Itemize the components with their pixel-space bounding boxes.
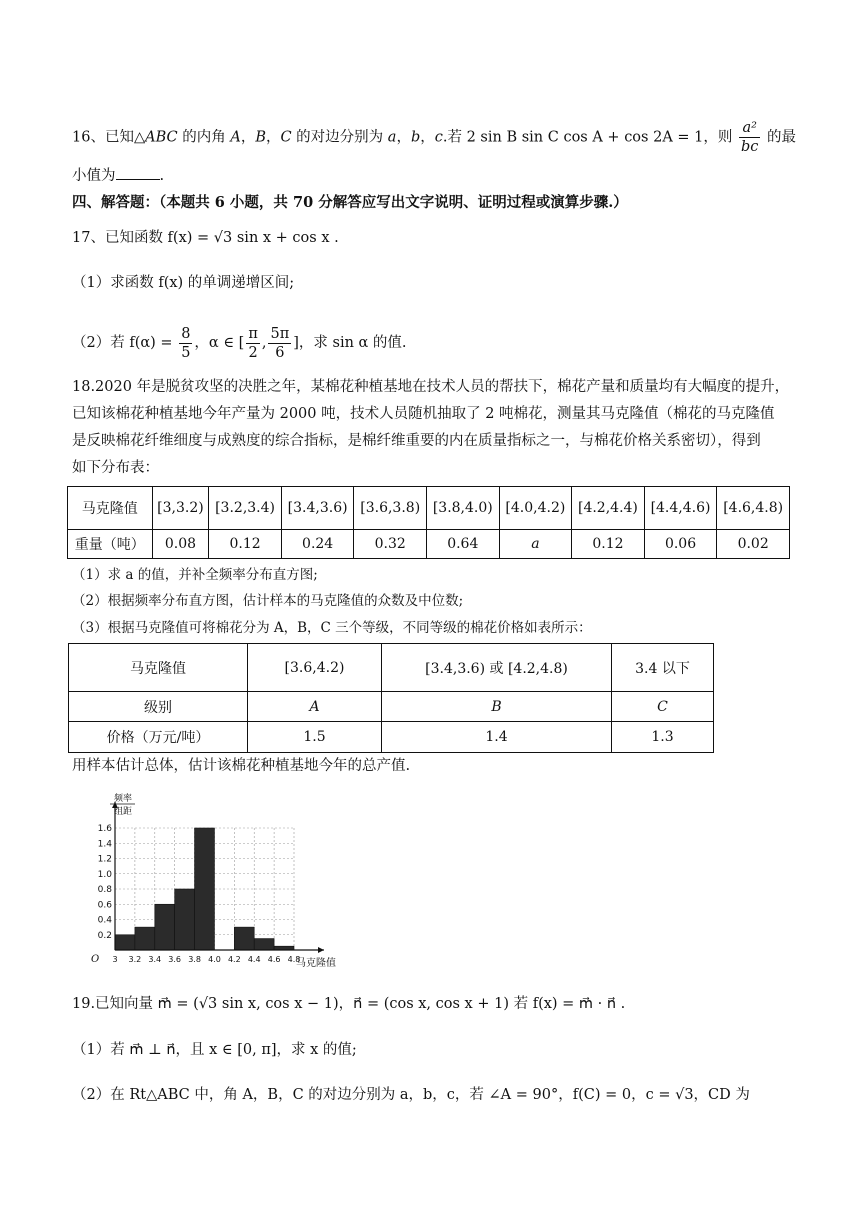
x-tick-label: 4.4 [247, 955, 261, 964]
table-cell: [3.6,3.8) [354, 487, 427, 530]
y-tick-label: 0.8 [97, 885, 112, 895]
q18-line3: 是反映棉花纤维细度与成熟度的综合指标，是棉纤维重要的内在质量指标之一，与棉花价格关系密切），得到 [72, 433, 761, 449]
table-cell: [3.6,4.2) [248, 644, 382, 692]
x-tick-label: 3 [112, 955, 118, 964]
table-cell: 0.64 [427, 530, 500, 559]
q16-text-a: 16、已知△ [72, 129, 146, 146]
q17-part1: （1）求函数 f(x) 的单调递增区间; [72, 275, 295, 291]
table-cell: 1.4 [382, 722, 612, 753]
q17-frac-5pi-6 [268, 325, 291, 362]
q17-p2-b: ，α ∈ [ [194, 335, 245, 351]
q17-p2-c: ]，求 sin α 的值. [293, 335, 407, 351]
table-cell: 0.12 [572, 530, 645, 559]
histogram-bar [155, 904, 175, 950]
q19-part2: （2）在 Rt△ABC 中，角 A，B，C 的对边分别为 a，b，c，若 ∠A = 90°，f(C) = 0，c = √3，CD 为 [72, 1087, 750, 1103]
y-tick-label: 0.4 [97, 915, 112, 926]
histogram-bar [254, 939, 274, 950]
histogram-bar [195, 828, 215, 950]
q16-text-min: 小值为 [72, 168, 116, 184]
q17-stem: 17、已知函数 f(x) = √3 sin x + cos x . [72, 230, 339, 246]
q16-sep-3: ， [396, 129, 411, 146]
table-cell: 0.02 [717, 530, 790, 559]
q18-after-table: 用样本估计总体，估计该棉花种植基地今年的总产值. [72, 758, 411, 774]
table-row [69, 722, 714, 753]
y-tick-label: 0.6 [97, 900, 112, 911]
x-tick-label: 4.8 [287, 955, 301, 964]
table-row [69, 644, 714, 692]
histogram-bar [234, 927, 254, 950]
q18-sub3: （3）根据马克隆值可将棉花分为 A，B，C 三个等级，不同等级的棉花价格如表所示： [72, 620, 592, 636]
table-cell: [3.4,3.6) [281, 487, 354, 530]
q17-frac-2: 2 [248, 344, 258, 361]
q16-sep-1: ， [240, 129, 256, 146]
table-cell: [4.4,4.6) [644, 487, 717, 530]
table-cell: [3.2,3.4) [209, 487, 282, 530]
table-cell: A [248, 692, 382, 722]
q16-period: . [159, 168, 165, 184]
table-row [69, 692, 714, 722]
x-tick-label: 3.8 [188, 955, 201, 964]
q16-angle-b: B [255, 129, 266, 146]
q16-text-b: 的内角 [177, 129, 231, 146]
q16-text-e: 的最 [762, 129, 797, 146]
q16-fraction [739, 119, 760, 156]
q18-sub1: （1）求 a 的值，并补全频率分布直方图; [72, 567, 318, 583]
table-cell: [4.2,4.4) [572, 487, 645, 530]
table-cell: 0.32 [354, 530, 427, 559]
x-axis-arrow [318, 947, 324, 953]
table-cell-label: 价格（万元/吨） [69, 722, 248, 753]
distribution-table [67, 486, 790, 559]
table-cell: C [612, 692, 714, 722]
x-tick-label: 3.4 [148, 955, 162, 964]
table-cell: 0.12 [209, 530, 282, 559]
q17-frac-6: 6 [275, 344, 285, 361]
q17-frac-num: 8 [181, 325, 191, 342]
table-row [68, 530, 790, 559]
y-tick-label: 1.6 [97, 824, 112, 834]
q16-angle-c: C [280, 129, 292, 146]
x-tick-label: 4.2 [227, 955, 241, 964]
q19-stem: 19.已知向量 m⃗ = (√3 sin x, cos x − 1)，n⃗ = (cos x, cos x + 1) 若 f(x) = m⃗ · n⃗ . [72, 996, 626, 1012]
table-cell: [4.6,4.8) [717, 487, 790, 530]
q17-frac-8-5 [179, 325, 192, 362]
table-cell: 0.08 [152, 530, 209, 559]
table-cell: a [499, 530, 572, 559]
y-tick-label: 0.2 [97, 930, 112, 941]
x-tick-label: 3.6 [168, 955, 182, 964]
table-cell: 1.5 [248, 722, 382, 753]
q16-answer-blank [116, 165, 160, 180]
y-axis-label: 频率 [113, 794, 133, 804]
q17-part2 [72, 324, 407, 362]
table-cell-label: 马克隆值 [68, 487, 153, 530]
q17-comma: , [261, 335, 267, 351]
table-cell: 1.3 [612, 722, 714, 753]
q16-condition: .若 2 sin B sin C cos A + cos 2A = 1，则 [442, 129, 733, 146]
table-cell: 0.06 [644, 530, 717, 559]
q16-side-a: a [387, 129, 397, 146]
y-tick-label: 1.2 [97, 854, 112, 865]
table-cell-label: 重量（吨） [68, 530, 153, 559]
q16-angle-a: A [230, 129, 241, 146]
x-tick-label: 4.0 [208, 955, 221, 964]
histogram-bar [135, 927, 155, 950]
x-axis-label: 马克隆值 [296, 958, 336, 969]
q16-side-c: c [434, 129, 443, 146]
table-cell-label: 马克隆值 [69, 644, 248, 692]
y-axis-label: 组距 [113, 807, 133, 817]
table-cell: B [382, 692, 612, 722]
table-cell: [4.0,4.2) [499, 487, 572, 530]
q16-triangle-abc: ABC [145, 129, 178, 146]
q17-frac-5pi: 5π [270, 325, 290, 342]
frequency-histogram [82, 790, 352, 975]
q19-part1: （1）若 m⃗ ⊥ n⃗，且 x ∈ [0, π]，求 x 的值; [72, 1042, 357, 1058]
x-tick-label: 4.6 [267, 955, 281, 964]
table-cell: [3,3.2) [152, 487, 209, 530]
q18-sub2: （2）根据频率分布直方图，估计样本的马克隆值的众数及中位数; [72, 593, 464, 609]
q16-frac-den: bc [741, 139, 759, 155]
q16-line1 [72, 119, 796, 156]
price-table [68, 643, 714, 753]
table-cell: 3.4 以下 [612, 644, 714, 692]
q17-frac-pi-2 [246, 325, 260, 362]
table-row [68, 487, 790, 530]
q16-sep-2: ， [265, 129, 281, 146]
q17-frac-pi: π [248, 325, 258, 342]
histogram-bar [115, 935, 135, 950]
origin-label: O [91, 954, 100, 965]
table-cell: [3.8,4.0) [427, 487, 500, 530]
table-cell-label: 级别 [69, 692, 248, 722]
q18-line2: 已知该棉花种植基地今年产量为 2000 吨，技术人员随机抽取了 2 吨棉花，测量其马克隆值（棉花的马克隆值 [72, 406, 775, 422]
q16-line2 [72, 165, 164, 187]
q16-sep-4: ， [420, 129, 435, 146]
table-cell: 0.24 [281, 530, 354, 559]
histogram-bar [175, 889, 195, 950]
section-four-header: 四、解答题：（本题共 6 小题，共 70 分解答应写出文字说明、证明过程或演算步骤.） [72, 194, 628, 211]
q17-p2-a: （2）若 f(α) = [72, 335, 178, 351]
q16-text-c: 的对边分别为 [291, 129, 388, 146]
y-tick-label: 1.4 [97, 839, 112, 850]
q17-frac-den: 5 [181, 344, 191, 361]
y-tick-label: 1.0 [97, 869, 112, 880]
q18-line1: 18.2020 年是脱贫攻坚的决胜之年，某棉花种植基地在技术人员的帮扶下，棉花产量和质量均有大幅度的提升， [72, 379, 790, 395]
q16-frac-num: a² [739, 119, 760, 138]
x-tick-label: 3.2 [128, 955, 142, 964]
q18-line4: 如下分布表： [72, 460, 159, 476]
q16-side-b: b [410, 129, 421, 146]
table-cell: [3.4,3.6) 或 [4.2,4.8) [382, 644, 612, 692]
